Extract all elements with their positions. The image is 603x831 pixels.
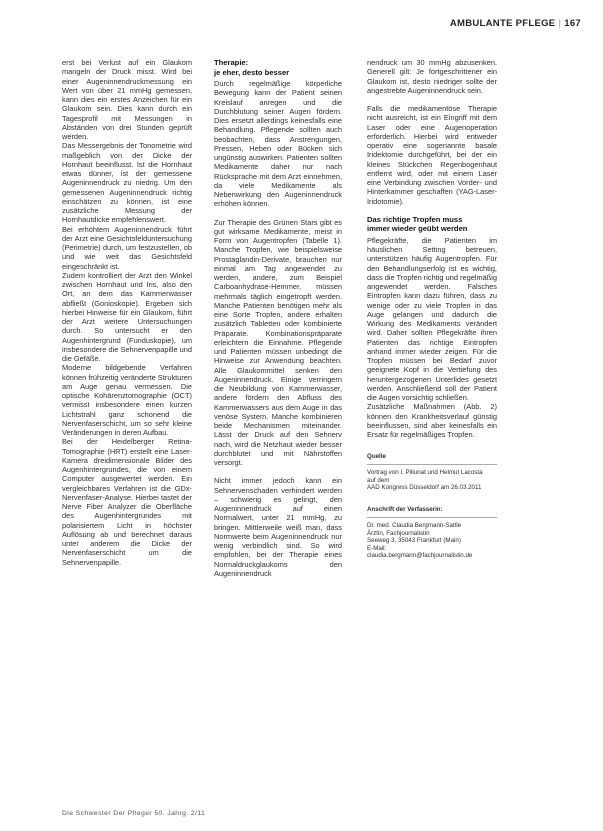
subheading-line: immer wieder geübt werden (367, 224, 468, 234)
paragraph: Das Messergebnis der Tonometrie wird maßgeblich von der Dicke der Hornhaut beeinflusst. Ist die Hornhaut etwas dünner, ist der gemessene Augeninnendruck zu niedrig. Um den gemessenen Augeninnendruck richtig einschätzen zu können, ist eine zusätzliche Messung der Hornhautdicke empfehlenswert. (62, 141, 192, 225)
page-footer: Die Schwester Der Pfleger 50. Jahrg. 2/11 (62, 810, 206, 817)
contact-line: Seeweg 3, 35043 Frankfurt (Main) (367, 537, 461, 545)
contact-line: E-Mail: (367, 544, 387, 552)
source-line: Vortrag von I. Pillunat und Helmut Lacosta (367, 469, 483, 477)
paragraph: erst bei Verlust auf ein Glaukom mangeln der Druck misst. Wird bei einer Augeninnendruckmessung ein Wert von über 21 mmHg gemessen, kann dies ein erstes Anzeichen für ein Glaukom sein. Dies kann durch ein Tagesprofil mit Messungen in Abständen von drei Stunden geprüft werden. (62, 58, 192, 141)
paragraph: Zusätzliche Maßnahmen (Abb. 2) können den Krankheitsverlauf günstig beeinflussen, sind aber keinesfalls ein Ersatz für regelmäßiges Tropfen. (367, 402, 497, 439)
subheading-drops (367, 215, 497, 234)
paragraph: nendruck um 30 mmHg abzusenken. Generell gilt: Je fortgeschrittener ein Glaukom ist, desto niedriger sollte der angestrebte Augeninnendruck sein. (367, 58, 497, 95)
page-header (450, 18, 581, 29)
header-divider: | (558, 18, 562, 29)
contact-line: Dr. med. Claudia Bergmann-Sattle (367, 522, 462, 530)
paragraph: Falls die medikamentöse Therapie nicht ausreicht, ist ein Eingriff mit dem Laser oder eine Augenoperation erforderlich. Hierbei wird entweder operativ eine sogenannte basale Iridektomie durchgeführt, bei der ein kleines Stückchen Regenbogenhaut entfernt wird, oder mit einem Laser eine Verbindung zwischen Vorder- und Hinterkammer geschaffen (YAG-Laser-Iridotomie). (367, 104, 497, 206)
paragraph: Nicht immer jedoch kann ein Sehnervenschaden verhindert werden – schwierig es gelingt, den Augeninnendruck auf einen Normalwert, unter 21 mmHg, zu bringen. Mittlerweile weiß man, dass Normwerte beim Augeninnendruck nur wenig verbindlich sind. So wird empfohlen, bei der Therapie eines Normaldruckglaukoms den Augeninnendruck (214, 476, 342, 578)
paragraph: Durch regelmäßige körperliche Bewegung kann der Patient seinen Kreislauf anregen und die Durchblutung seiner Augen fördern. Dies ersetzt allerdings keinesfalls eine Behandlung. Pflegende sollten auch beobachten, dass Anstrengungen, Pressen, Heben oder Bücken sich ungünstig auswirken. Patienten sollten Medikamente daher nur nach Rücksprache mit dem Arzt einnehmen, da viele Medikamente als Nebenwirkung den Augeninnendruck erhöhen können. (214, 79, 342, 209)
contact-title: Anschrift der Verfasserin: (367, 506, 443, 514)
source-line: auf dem (367, 476, 390, 484)
paragraph: Pflegekräfte, die Patienten im häuslichen Setting betreuen, unterstützen häufig Augentropfen. Für den Behandlungserfolg ist es wichtig, dass die Tropfen richtig und regelmäßig angewendet werden. Falsches Eintropfen kann dazu führen, dass zu wenige oder zu viele Tropfen in das Auge gelangen und dadurch die Wirkung des Medikaments verändert wird. Daher sollten Pflegekräfte ihren Patienten das richtige Eintropfen anhand immer wieder zeigen. Für die Tropfen müssen bei Bedarf zuvor geeignete Kopf in die Vertiefung des heruntergezogenen Unterlides gesetzt werden. Anschließend soll der Patient die Augen vorsichtig schließen. (367, 235, 497, 402)
contact-line: Ärztin, Fachjournalistin (367, 529, 430, 537)
section-title: AMBULANTE PFLEGE (449, 18, 556, 29)
subheading-line: je eher, desto besser (214, 67, 290, 77)
paragraph: Bei erhöhtem Augeninnendruck führt der Arzt eine Gesichtsfelduntersuchung (Perimetrie) durch, um festzustellen, ob und wie weit das Gesichtsfeld eingeschränkt ist. (62, 224, 192, 271)
paragraph: Moderne bildgebende Verfahren können frühzeitig veränderte Strukturen am Auge genau vermessen. Die optische Kohärenztomographie (OCT) vermisst insbesondere einen kurzen Lichtstrahl ganz schonend die Nervenfaserschicht, um so sehr kleine Veränderungen in deren Aufbau. (62, 363, 192, 437)
contact-block (367, 506, 497, 560)
source-line: AAD Kongress Düsseldorf am 26.03.2011 (367, 484, 482, 492)
column-3 (367, 58, 497, 560)
contact-email[interactable]: claudia.bergmann@fachjournalistin.de (367, 552, 473, 560)
divider (367, 464, 497, 465)
paragraph: Zur Therapie des Grünen Stars gibt es gut wirksame Medikamente, meist in Form von Augentropfen (Tabelle 1). Manche Tropfen, wie beispielsweise Prostaglandin-Derivate, brauchen nur einmal am Tag angewendet zu werden, andere, zum Beispiel Carboanhydrase-Hemmer, müssen mehrmals täglich eingetropft werden. Manche Patienten benötigen mehr als eine Sorte Tropfen, andere erhalten zusätzlich Tabletten oder kombinierte Präparate. Kombinationspräparate erleichtern die Einnahme. Pflegende und Patienten müssen unbedingt die Hinweise zur Anwendung beachten. Alle Glaukommittel senken den Augeninnendruck. Einige verringern die Neubildung von Kammerwasser, andere fördern den Abfluss des Kammerwassers aus dem Auge in das venöse System. Manche kombinieren beide Mechanismen miteinander. Lässt der Druck auf den Sehnerv nach, wird die Netzhaut wieder besser durchblutet und mit Nährstoffen versorgt. (214, 217, 342, 467)
subheading-therapy (214, 58, 342, 77)
subheading-line: Therapie: (214, 58, 249, 67)
paragraph: Zudem kontrolliert der Arzt den Winkel zwischen Hornhaut und Iris, also den Ort, an dem das Kammerwasser abfließt (Gonioskopie). Ergeben sich hierbei Hinweise für ein Glaukom, führt der Arzt weitere Untersuchungen durch. So untersucht er den Augenhintergrund (Funduskopie), um insbesondere die Sehnervenpapille und die Gefäße. (62, 270, 192, 363)
source-block (367, 453, 497, 492)
column-2 (214, 58, 342, 578)
divider (367, 517, 497, 518)
source-title: Quelle (367, 453, 386, 461)
paragraph: Bei der Heidelberger Retina-Tomographie (HRT) erstellt eine Laser-Kamera dreidimensionale Bilder des Augenhintergrundes, die von einem Computer ausgewertet werden. Ein vergleichbares Verfahren ist die GDx-Nervenfaser-Analyse. Hierbei tastet der Nerve Fiber Analyzer die Oberfläche des Augenhintergrundes mit polarisiertem Licht in höchster Auflösung ab und berechnet daraus unter anderem die Dicke der Nervenfaserschicht um die Sehnervenpapille. (62, 437, 192, 567)
page-number: 167 (564, 18, 581, 29)
subheading-line: Das richtige Tropfen muss (367, 214, 463, 224)
column-1 (62, 58, 192, 567)
